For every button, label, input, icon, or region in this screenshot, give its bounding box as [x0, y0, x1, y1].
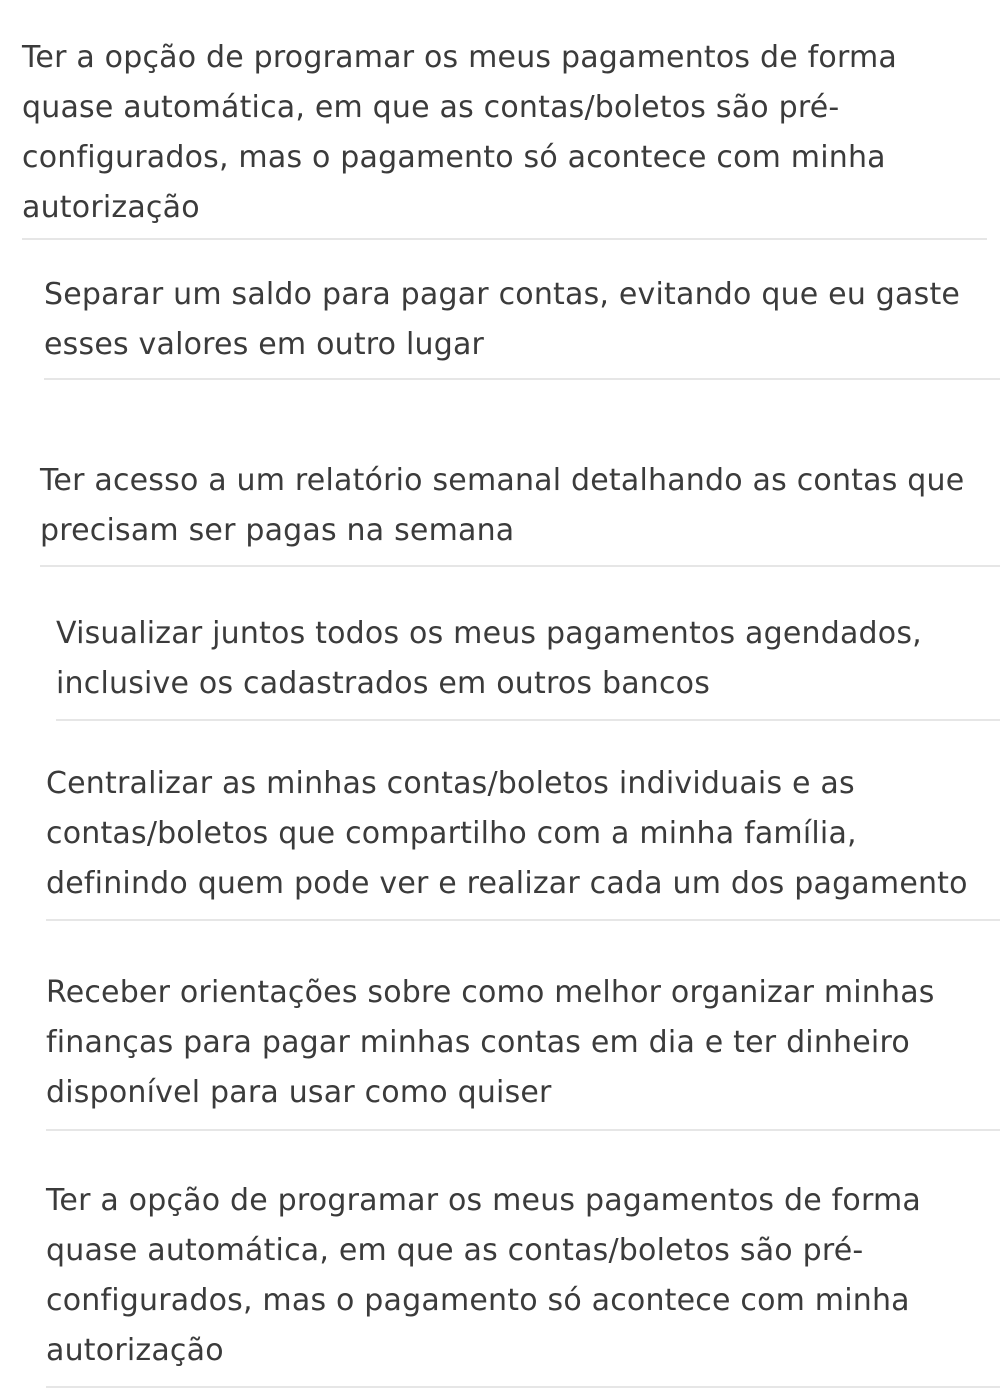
option-text-line: inclusive os cadastrados em outros bancos: [56, 666, 711, 701]
option-item[interactable]: [46, 1176, 999, 1376]
option-text-line: Ter acesso a um relatório semanal detalhando as contas que: [40, 463, 965, 498]
option-text-line: Ter a opção de programar os meus pagamentos de forma: [46, 1183, 921, 1218]
divider: [44, 378, 1000, 380]
option-text-line: quase automática, em que as contas/boletos são pré-: [22, 90, 840, 125]
option-text-line: esses valores em outro lugar: [44, 327, 485, 362]
divider: [56, 719, 1000, 721]
divider: [46, 919, 1000, 921]
option-item[interactable]: [46, 759, 999, 909]
option-text-line: configurados, mas o pagamento só acontece com minha: [46, 1283, 910, 1318]
option-text-line: Visualizar juntos todos os meus pagamentos agendados,: [56, 616, 922, 651]
divider: [40, 565, 1000, 567]
option-text-line: disponível para usar como quiser: [46, 1075, 552, 1110]
option-item[interactable]: [40, 456, 999, 556]
option-text-line: definindo quem pode ver e realizar cada um dos pagamento: [46, 866, 968, 901]
option-text-line: autorização: [22, 190, 200, 225]
option-text-line: autorização: [46, 1333, 224, 1368]
option-item[interactable]: [46, 968, 999, 1118]
option-item[interactable]: [56, 609, 999, 709]
option-item[interactable]: [44, 270, 999, 370]
divider: [46, 1386, 1000, 1388]
option-text-line: quase automática, em que as contas/boletos são pré-: [46, 1233, 864, 1268]
option-text-line: contas/boletos que compartilho com a minha família,: [46, 816, 857, 851]
divider: [46, 1129, 1000, 1131]
option-text-line: Separar um saldo para pagar contas, evitando que eu gaste: [44, 277, 961, 312]
divider: [22, 238, 987, 240]
option-text-line: Centralizar as minhas contas/boletos individuais e as: [46, 766, 855, 801]
option-text-line: configurados, mas o pagamento só acontece com minha: [22, 140, 886, 175]
option-item[interactable]: [22, 33, 997, 233]
option-text-line: Receber orientações sobre como melhor organizar minhas: [46, 975, 935, 1010]
option-text-line: Ter a opção de programar os meus pagamentos de forma: [22, 40, 897, 75]
option-text-line: precisam ser pagas na semana: [40, 513, 515, 548]
option-text-line: finanças para pagar minhas contas em dia e ter dinheiro: [46, 1025, 910, 1060]
